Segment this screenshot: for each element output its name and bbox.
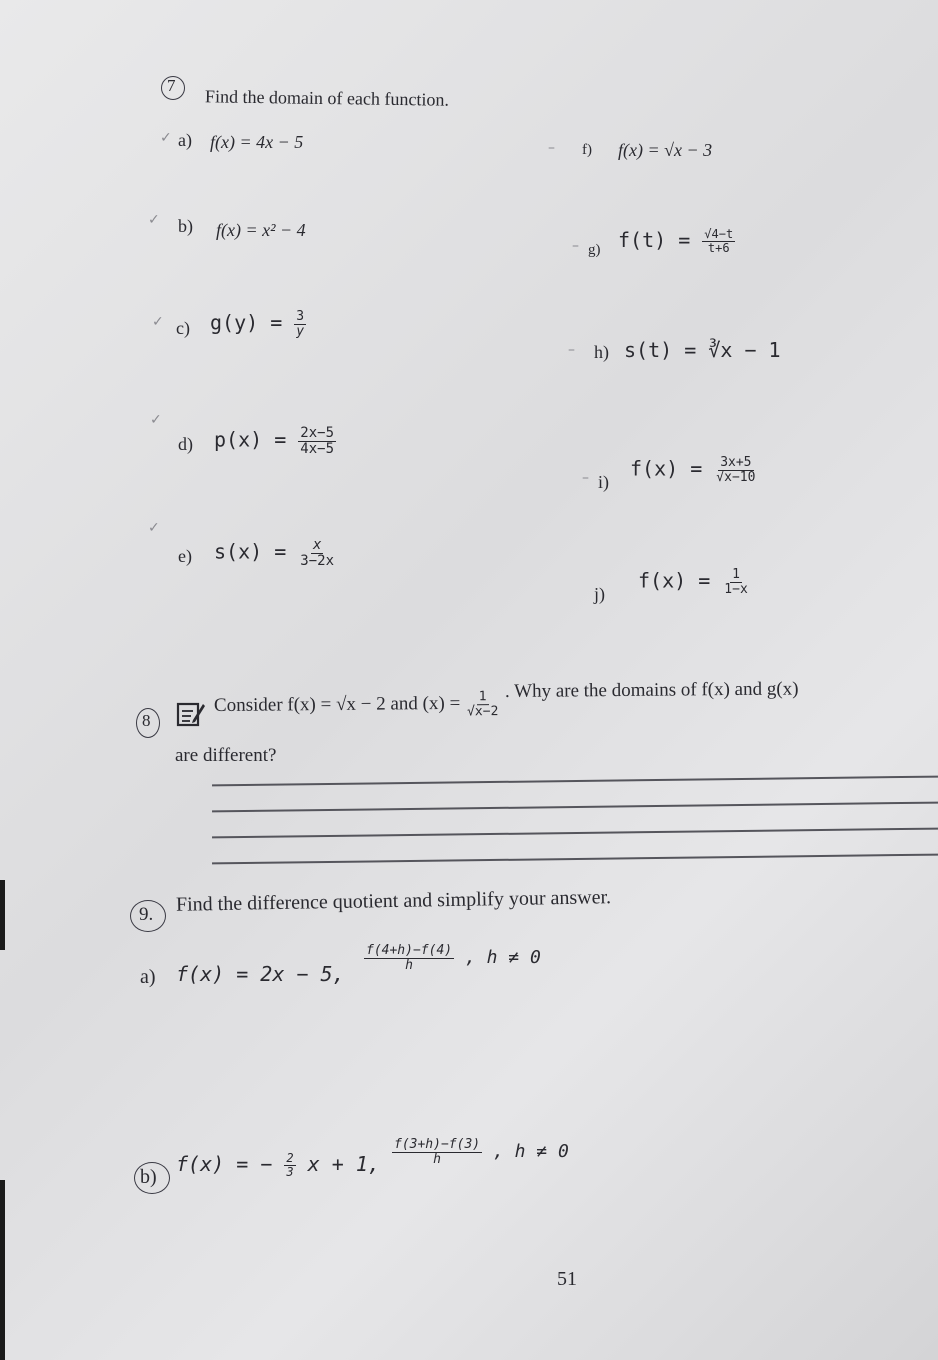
q9b-numerator: f(3+h)−f(3) — [394, 1137, 481, 1152]
question-8-denominator: √x−2 — [466, 703, 499, 719]
q7d-fraction — [298, 426, 336, 456]
question-7-number: 7 — [167, 76, 176, 95]
q7d-denominator: 4x−5 — [300, 440, 335, 457]
answer-line — [212, 854, 938, 864]
q7g-fraction — [702, 228, 735, 254]
q7h-function: s(t) = ∛x − 1 — [624, 338, 781, 362]
check-mark: ✓ — [148, 212, 160, 228]
q7e-label: e) — [178, 546, 192, 566]
q9b-function — [176, 1152, 380, 1179]
q7j-label: j) — [594, 584, 605, 604]
page-edge-shadow — [0, 880, 5, 950]
q7e-lhs: s(x) = — [214, 539, 287, 564]
q7c-fraction — [294, 310, 306, 338]
q7d-label: d) — [178, 434, 193, 454]
q7i-denominator: √x−10 — [716, 469, 756, 485]
q9b-fraction — [392, 1138, 482, 1166]
q7g-lhs: f(t) = — [618, 228, 691, 252]
check-mark: – — [572, 238, 579, 254]
question-8-fraction — [465, 690, 501, 719]
q7f-function: f(x) = √x − 3 — [618, 140, 713, 160]
question-8-number: 8 — [142, 711, 151, 730]
q9b-coefficient-denominator: 3 — [286, 1165, 294, 1179]
q7d-numerator: 2x−5 — [300, 425, 335, 441]
q7g-label: g) — [588, 242, 601, 258]
q9b-lhs-2: x + 1, — [307, 1152, 380, 1176]
q7i-label: i) — [598, 472, 609, 492]
q7i-lhs: f(x) = — [630, 456, 703, 481]
check-mark: ✓ — [160, 130, 172, 146]
question-8-numerator: 1 — [477, 690, 489, 705]
q7i-function — [630, 456, 757, 484]
q7b-function: f(x) = x² − 4 — [216, 220, 306, 240]
q9a-function: f(x) = 2x − 5, — [176, 962, 345, 986]
q9b-denominator: h — [433, 1151, 441, 1167]
check-mark: ✓ — [152, 314, 164, 330]
q7b-label: b) — [178, 216, 193, 236]
q7c-label: c) — [176, 318, 190, 338]
check-mark: ✓ — [150, 412, 162, 428]
q7c-numerator: 3 — [296, 309, 305, 324]
question-8-text-a: Consider f(x) = √x − 2 and (x) = — [213, 692, 461, 717]
question-9-number: 9. — [139, 904, 154, 925]
q9b-lhs-1: f(x) = − — [176, 1152, 273, 1176]
answer-line — [212, 802, 938, 812]
page-edge-shadow — [0, 1180, 5, 1360]
question-8-text — [213, 677, 799, 720]
q9a-numerator: f(4+h)−f(4) — [366, 943, 453, 958]
q7c-lhs: g(y) = — [210, 310, 283, 335]
question-8-text-continued: are different? — [175, 745, 277, 766]
q7j-function — [638, 568, 750, 596]
question-9-prompt: Find the difference quotient and simplify your answer. — [175, 886, 612, 916]
q9a-label: a) — [140, 966, 156, 988]
q9a-denominator: h — [405, 957, 413, 973]
q9a-difference-quotient — [364, 944, 541, 972]
question-7-prompt: Find the domain of each function. — [204, 86, 450, 110]
q7h-label: h) — [594, 342, 609, 362]
answer-line — [212, 776, 938, 786]
q7g-numerator: √4−t — [704, 227, 734, 242]
q9b-label: b) — [140, 1166, 157, 1188]
check-mark: – — [548, 140, 555, 156]
q7j-numerator: 1 — [732, 567, 740, 582]
q7e-fraction — [298, 538, 336, 568]
q7j-denominator: 1−x — [724, 581, 748, 597]
check-mark: – — [582, 470, 589, 486]
q9a-fraction — [364, 944, 454, 972]
answer-line — [212, 828, 938, 838]
q7g-function — [618, 228, 735, 255]
check-mark: ✓ — [148, 520, 160, 536]
q7g-denominator: t+6 — [707, 241, 730, 255]
q7i-fraction — [714, 456, 757, 484]
q7a-label: a) — [178, 130, 192, 150]
q7i-numerator: 3x+5 — [720, 455, 752, 470]
q7f-label: f) — [582, 142, 592, 158]
q9a-condition: , h ≠ 0 — [464, 947, 541, 969]
q7d-lhs: p(x) = — [214, 427, 287, 452]
check-mark: – — [568, 342, 575, 358]
q7e-function — [214, 538, 336, 568]
question-8-text-b: . Why are the domains of f(x) and g(x) — [504, 677, 799, 702]
q7j-lhs: f(x) = — [638, 568, 711, 593]
writing-icon — [176, 700, 206, 728]
q9b-coefficient — [284, 1152, 295, 1178]
q7d-function — [214, 426, 336, 456]
q7c-function — [210, 310, 306, 338]
q7c-denominator: y — [296, 323, 305, 339]
page-number: 51 — [557, 1268, 577, 1290]
q7j-fraction — [722, 568, 749, 596]
q9b-difference-quotient — [392, 1138, 569, 1166]
q7e-denominator: 3−2x — [300, 552, 335, 569]
q7a-function: f(x) = 4x − 5 — [210, 132, 304, 152]
q9b-condition: , h ≠ 0 — [492, 1141, 569, 1163]
q9b-coefficient-numerator: 2 — [286, 1151, 294, 1166]
q7e-numerator: x — [312, 537, 322, 553]
